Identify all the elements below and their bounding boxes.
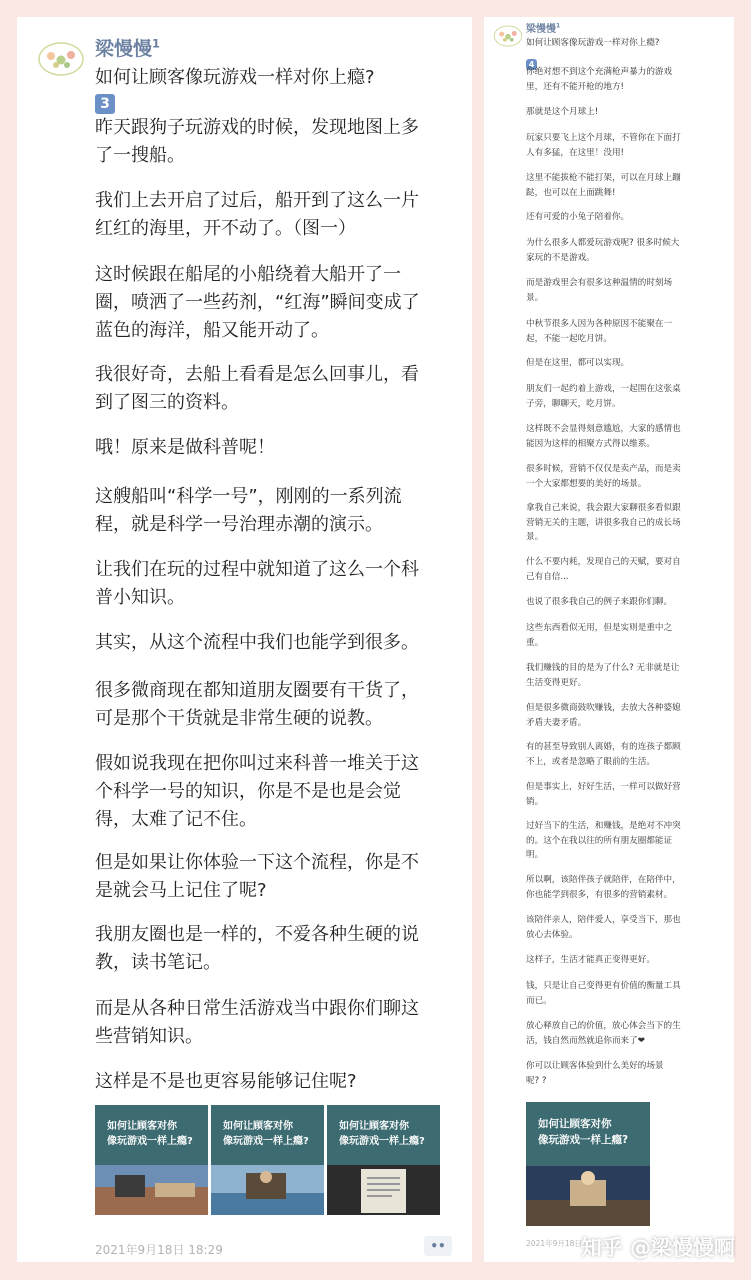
image-2-title: 如何让顾客对你 像玩游戏一样上瘾? — [223, 1121, 309, 1147]
paragraph-22: 所以啊，该陪伴孩子就陪伴，在陪伴中， 你也能学到很多，有很多的营销素材。 — [526, 875, 681, 900]
avatar-logo-icon — [493, 23, 523, 49]
paragraph-21: 过好当下的生活，和赚钱，是绝对不冲突 的。这个在我以往的所有朋友圈都能证 明。 — [526, 821, 681, 860]
paragraph-2: 那就是这个月球上! — [526, 107, 599, 117]
paragraph-25: 钱，只是让自己变得更有价值的衡量工具 而已。 — [526, 981, 681, 1006]
paragraph-6: 为什么很多人都爱玩游戏呢? 很多时候大 家玩的不是游戏。 — [526, 238, 680, 263]
author-name-text: 梁慢慢 — [95, 38, 153, 60]
game-screenshot-icon — [526, 1166, 650, 1226]
paragraph-14: 这样是不是也更容易能够记住呢? — [95, 1071, 357, 1092]
author-name-text: 梁慢慢 — [526, 24, 556, 35]
paragraph-11: 但是如果让你体验一下这个流程，你是不 是就会马上记住了呢? — [95, 852, 419, 901]
author-name[interactable] — [95, 34, 160, 61]
paragraph-15: 也说了很多我自己的例子来跟你们聊。 — [526, 597, 673, 607]
game-screenshot-icon — [211, 1165, 324, 1215]
game-screenshot-icon — [327, 1165, 440, 1215]
paragraph-12: 很多时候，营销不仅仅是卖产品，而是卖 一个大家都想要的美好的场景。 — [526, 464, 681, 489]
paragraph-10: 朋友们一起约着上游戏，一起围在这张桌 子旁，聊聊天，吃月饼。 — [526, 384, 681, 409]
image-1-title: 如何让顾客对你 像玩游戏一样上瘾? — [107, 1121, 193, 1147]
paragraph-13: 拿我自己来说，我会跟大家聊很多看似跟 营销无关的主题，讲很多我自己的成长场 景。 — [526, 503, 681, 542]
post-image-1[interactable] — [95, 1105, 208, 1215]
post-image[interactable] — [526, 1102, 650, 1226]
paragraph-8: 中秋节很多人因为各种原因不能聚在一 起，不能一起吃月饼。 — [526, 319, 673, 344]
left-post-card — [17, 17, 472, 1262]
paragraph-1: 你绝对想不到这个充满枪声暴力的游戏 里，还有不能开枪的地方! — [526, 67, 673, 92]
post-timestamp: 2021年9月18日 — [526, 1239, 582, 1248]
author-avatar[interactable] — [493, 23, 523, 49]
paragraph-12: 我朋友圈也是一样的，不爱各种生硬的说 教，读书笔记。 — [95, 924, 419, 973]
paragraph-2: 我们上去开启了过后，船开到了这么一片 红红的海里，开不动了。（图一） — [95, 190, 419, 239]
paragraph-5: 哦！原来是做科普呢！ — [95, 437, 275, 458]
paragraph-11: 这样既不会显得刻意尴尬，大家的感情也 能因为这样的相聚方式得以维系。 — [526, 424, 681, 449]
post-image-2[interactable] — [211, 1105, 324, 1215]
avatar-logo-icon — [37, 39, 85, 79]
author-level: 1 — [152, 36, 160, 51]
number-badge — [95, 93, 115, 114]
paragraph-9: 但是在这里，都可以实现。 — [526, 358, 630, 368]
paragraph-4: 这里不能拔枪不能打架，可以在月球上蹦 跶，也可以在上面跳舞! — [526, 173, 681, 198]
game-screenshot-icon — [95, 1165, 208, 1215]
paragraph-14: 什么不要内耗，发现自己的天赋，要对自 己有自信... — [526, 557, 681, 582]
paragraph-19: 有的甚至导致别人离婚，有的连孩子都顾 不上，或者是忽略了眼前的生活。 — [526, 742, 681, 767]
author-level: 1 — [556, 22, 561, 30]
paragraph-3: 玩家只要飞上这个月球，不管你在下面打 人有多猛，在这里！没用! — [526, 133, 681, 158]
image-3-title: 如何让顾客对你 像玩游戏一样上瘾? — [339, 1121, 425, 1147]
paragraph-6: 这艘船叫“科学一号”，刚刚的一系列流 程，就是科学一号治理赤潮的演示。 — [95, 486, 402, 535]
paragraph-9: 很多微商现在都知道朋友圈要有干货了， 可是那个干货就是非常生硬的说教。 — [95, 680, 419, 729]
author-name[interactable] — [526, 20, 560, 35]
post-image-3[interactable] — [327, 1105, 440, 1215]
post-timestamp: 2021年9月18日 18:29 — [95, 1243, 223, 1257]
paragraph-3: 这时候跟在船尾的小船绕着大船开了一 圈，喷洒了一些药剂，“红海”瞬间变成了 蓝色的海洋，船又能开动了。 — [95, 264, 420, 341]
paragraph-7: 而是游戏里会有很多这种温情的时刻场 景。 — [526, 278, 673, 303]
paragraph-18: 但是很多微商鼓吹赚钱，去放大各种婆媳 矛盾夫妻矛盾。 — [526, 703, 681, 728]
paragraph-5: 还有可爱的小兔子陪着你。 — [526, 212, 630, 222]
paragraph-16: 这些东西看似无用，但是实则是重中之 重。 — [526, 623, 673, 648]
author-avatar[interactable] — [37, 39, 85, 79]
paragraph-23: 该陪伴亲人，陪伴爱人，享受当下，那也 放心去体验。 — [526, 915, 681, 940]
paragraph-24: 这样子，生活才能真正变得更好。 — [526, 955, 655, 965]
paragraph-1: 昨天跟狗子玩游戏的时候，发现地图上多 了一搜船。 — [95, 117, 419, 166]
paragraph-10: 假如说我现在把你叫过来科普一堆关于这 个科学一号的知识，你是不是也是会觉 得，太难了记不住。 — [95, 753, 419, 830]
paragraph-17: 我们赚钱的目的是为了什么? 无非就是让 生活变得更好。 — [526, 663, 680, 688]
paragraph-27: 你可以让顾客体验到什么美好的场景 呢? ? — [526, 1061, 664, 1086]
more-options-button[interactable]: •• — [424, 1236, 452, 1256]
paragraph-13: 而是从各种日常生活游戏当中跟你们聊这 些营销知识。 — [95, 998, 419, 1047]
image-title: 如何让顾客对你 像玩游戏一样上瘾? — [538, 1118, 629, 1146]
badge-3: 3 — [95, 94, 115, 114]
post-title: 如何让顾客像玩游戏一样对你上瘾? — [95, 67, 375, 88]
right-post-card — [484, 17, 734, 1262]
post-title: 如何让顾客像玩游戏一样对你上瘾? — [526, 38, 660, 48]
paragraph-8: 其实，从这个流程中我们也能学到很多。 — [95, 632, 419, 653]
paragraph-4: 我很好奇，去船上看看是怎么回事儿，看 到了图三的资料。 — [95, 364, 419, 413]
paragraph-26: 放心释放自己的价值，放心体会当下的生 活，钱自然而然就追你而来了❤ — [526, 1021, 681, 1046]
paragraph-20: 但是事实上，好好生活，一样可以做好营 销。 — [526, 782, 681, 807]
badge-4: 4 — [526, 59, 537, 70]
zhihu-watermark: 知乎 @梁慢慢啊 — [580, 1236, 735, 1260]
paragraph-7: 让我们在玩的过程中就知道了这么一个科 普小知识。 — [95, 559, 419, 608]
